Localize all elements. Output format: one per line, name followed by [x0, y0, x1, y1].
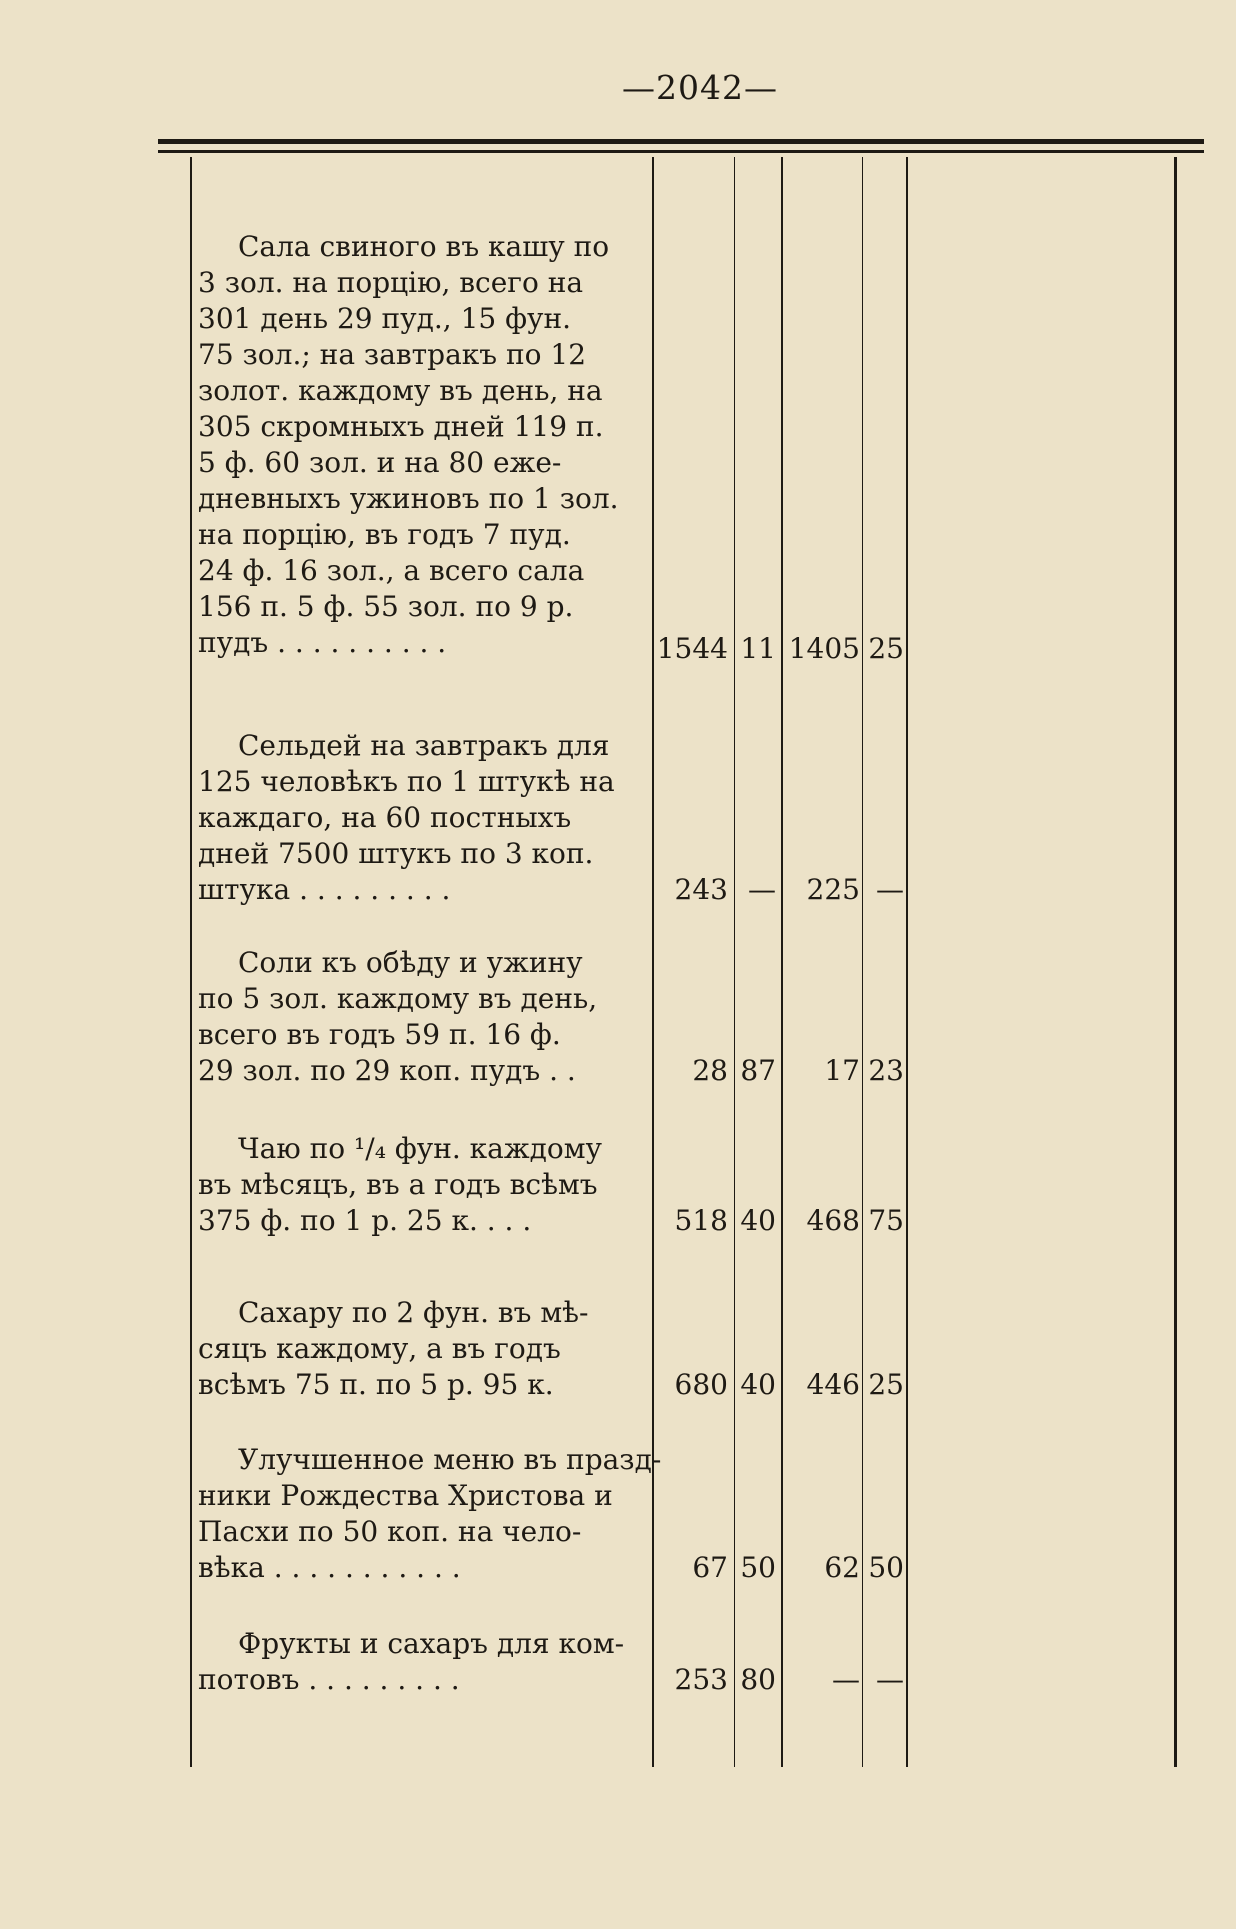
amount-rubles-1: 28	[692, 1054, 728, 1087]
entry-line: Сахару по 2 фун. въ мѣ-	[238, 1296, 589, 1329]
entry-sugar	[198, 1295, 630, 1403]
entry-line: всего въ годъ 59 п. 16 ф.	[198, 1018, 561, 1051]
entry-line: 29 зол. по 29 коп. пудъ . .	[198, 1054, 576, 1087]
entry-lard	[198, 229, 630, 661]
page-number: —2042—	[622, 68, 778, 107]
amount-rubles-2: 446	[806, 1368, 860, 1401]
entry-line: 301 день 29 пуд., 15 фун.	[198, 302, 572, 335]
entry-line: въ мѣсяцъ, въ а годъ всѣмъ	[198, 1168, 598, 1201]
entry-line: Сельдей на завтракъ для	[238, 729, 610, 762]
amount-kopecks-1: 40	[740, 1368, 776, 1401]
amount-rubles-1: 67	[692, 1551, 728, 1584]
entry-line: потовъ . . . . . . . . .	[198, 1663, 460, 1696]
amount-kopecks-1: 50	[740, 1551, 776, 1584]
entry-line: 156 п. 5 ф. 55 зол. по 9 р.	[198, 590, 574, 623]
entry-line: Фрукты и сахаръ для ком-	[238, 1627, 625, 1660]
amount-kopecks-2: 25	[868, 1368, 904, 1401]
amount-rubles-2: 468	[806, 1204, 860, 1237]
entry-line: Чаю по ¹/₄ фун. каждому	[238, 1132, 602, 1165]
entry-line: сяцъ каждому, а въ годъ	[198, 1332, 561, 1365]
entry-line: каждаго, на 60 постныхъ	[198, 801, 572, 834]
entry-line: ники Рождества Христова и	[198, 1479, 613, 1512]
entry-line: 3 зол. на порцію, всего на	[198, 266, 584, 299]
amount-kopecks-2: 23	[868, 1054, 904, 1087]
entry-line: 75 зол.; на завтракъ по 12	[198, 338, 587, 371]
column-rule-kop1	[781, 157, 783, 1767]
entry-herring	[198, 728, 630, 908]
entry-line: 5 ф. 60 зол. и на 80 еже-	[198, 446, 562, 479]
table-left-rule	[190, 157, 192, 1767]
amount-kopecks-2: 50	[868, 1551, 904, 1584]
amount-rubles-1: 253	[674, 1663, 728, 1696]
entry-line: Сала свиного въ кашу по	[238, 230, 610, 263]
amount-kopecks-2: 75	[868, 1204, 904, 1237]
amount-kopecks-2: 25	[868, 632, 904, 665]
entry-line: Пасхи по 50 коп. на чело-	[198, 1515, 582, 1548]
entry-line: дней 7500 штукъ по 3 коп.	[198, 837, 594, 870]
entry-line: по 5 зол. каждому въ день,	[198, 982, 598, 1015]
entry-line: золот. каждому въ день, на	[198, 374, 603, 407]
entry-line: 305 скромныхъ дней 119 п.	[198, 410, 604, 443]
amount-kopecks-2: —	[876, 1663, 904, 1696]
amount-kopecks-1: 40	[740, 1204, 776, 1237]
amount-kopecks-1: 80	[740, 1663, 776, 1696]
amount-kopecks-1: 11	[740, 632, 776, 665]
amount-rubles-1: 518	[674, 1204, 728, 1237]
amount-kopecks-1: —	[748, 873, 776, 906]
column-rule-kop2	[906, 157, 908, 1767]
entry-line: пудъ . . . . . . . . . .	[198, 626, 447, 659]
amount-rubles-2: 1405	[788, 632, 860, 665]
entry-line: 375 ф. по 1 р. 25 к. . . .	[198, 1204, 532, 1237]
amount-kopecks-1: 87	[740, 1054, 776, 1087]
entry-tea	[198, 1131, 630, 1239]
amount-rubles-2: 62	[824, 1551, 860, 1584]
entry-line: 24 ф. 16 зол., а всего сала	[198, 554, 585, 587]
entry-fruit-compote	[198, 1626, 630, 1698]
entry-line: всѣмъ 75 п. по 5 р. 95 к.	[198, 1368, 554, 1401]
entry-line: дневныхъ ужиновъ по 1 зол.	[198, 482, 619, 515]
amount-kopecks-2: —	[876, 873, 904, 906]
entry-line: вѣка . . . . . . . . . . .	[198, 1551, 461, 1584]
entry-line: на порцію, въ годъ 7 пуд.	[198, 518, 571, 551]
amount-rubles-2: 17	[824, 1054, 860, 1087]
entry-line: штука . . . . . . . . .	[198, 873, 451, 906]
column-rule-rub2	[862, 157, 863, 1767]
amount-rubles-1: 1544	[656, 632, 728, 665]
column-rule-text	[652, 157, 654, 1767]
amount-rubles-1: 680	[674, 1368, 728, 1401]
table-right-rule	[1174, 157, 1177, 1767]
entry-salt	[198, 945, 630, 1089]
entry-line: Улучшенное меню въ празд-	[238, 1443, 662, 1476]
entry-holiday-menu	[198, 1442, 662, 1586]
amount-rubles-1: 243	[674, 873, 728, 906]
entry-line: Соли къ обѣду и ужину	[238, 946, 583, 979]
header-double-rule	[158, 139, 1204, 153]
amount-rubles-2: —	[832, 1663, 860, 1696]
entry-line: 125 человѣкъ по 1 штукѣ на	[198, 765, 615, 798]
column-rule-rub1	[734, 157, 735, 1767]
amount-rubles-2: 225	[806, 873, 860, 906]
